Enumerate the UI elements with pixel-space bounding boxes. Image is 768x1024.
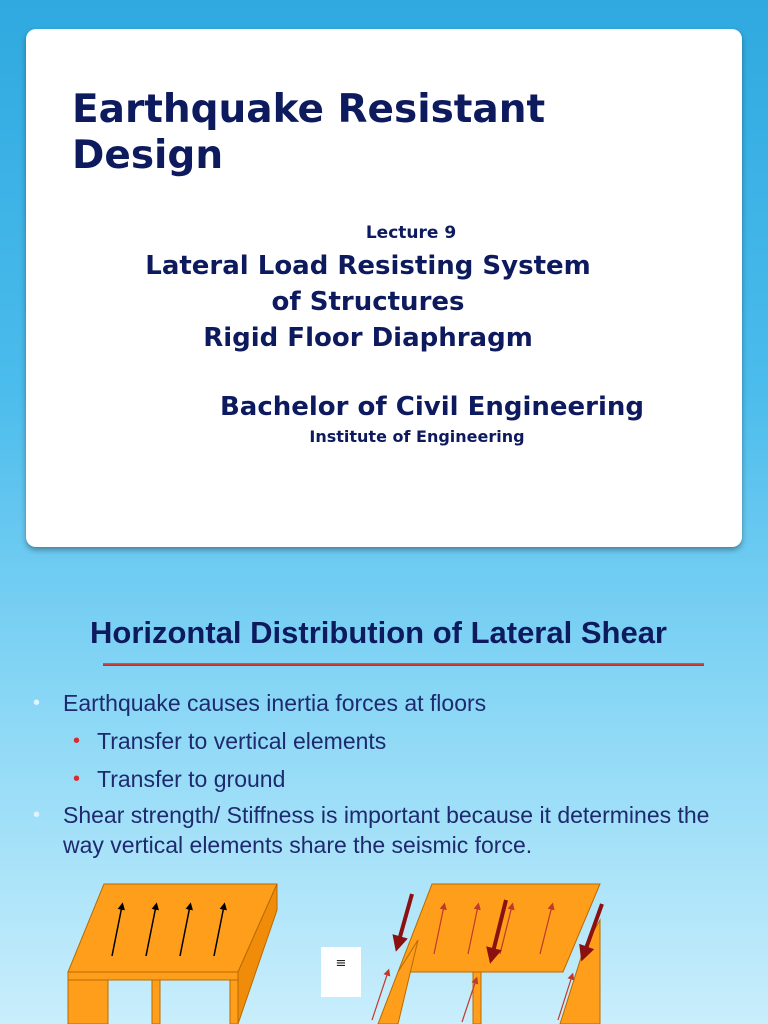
- bullet-text: Transfer to vertical elements: [97, 728, 387, 754]
- column: [230, 980, 238, 1024]
- bullet-marker: •: [33, 692, 41, 714]
- bullet-text: Transfer to ground: [97, 766, 286, 792]
- column: [68, 980, 108, 1024]
- bullet-item: [33, 688, 487, 718]
- lecture-number: Lecture 9: [365, 223, 457, 243]
- deck-title: Earthquake Resistant Design: [72, 87, 546, 178]
- topic-line: of Structures: [271, 287, 465, 317]
- diaphragm-diagram: [0, 860, 768, 1024]
- lecture-topic: [10, 248, 726, 356]
- topic-line: Lateral Load Resisting System: [145, 251, 591, 281]
- bullet-text: Shear strength/ Stiffness is important because it determines the way vertical elements share the seismic force.: [63, 802, 710, 858]
- equivalence-symbol: ≡: [321, 947, 361, 997]
- content-slide-title: Horizontal Distribution of Lateral Shear: [90, 615, 667, 650]
- column: [473, 972, 481, 1024]
- institute-name: Institute of Engineering: [309, 427, 525, 446]
- reaction-force-arrow: [398, 894, 412, 944]
- bullet-marker: •: [33, 804, 41, 826]
- bullet-text: Earthquake causes inertia forces at floors: [63, 690, 487, 716]
- title-slide-card: [26, 29, 742, 547]
- left-structure: [68, 884, 277, 1024]
- bullet-marker: •: [73, 768, 81, 790]
- wall-left: [378, 940, 418, 1024]
- topic-line: Rigid Floor Diaphragm: [203, 323, 533, 353]
- right-structure: [372, 884, 602, 1024]
- column: [152, 980, 160, 1024]
- program-name: Bachelor of Civil Engineering: [219, 392, 645, 422]
- bullet-item: [33, 800, 753, 860]
- sub-bullet-item: [73, 726, 387, 756]
- title-underline: [103, 663, 704, 666]
- frame-band: [68, 972, 238, 980]
- sub-bullet-item: [73, 764, 286, 794]
- bullet-marker: •: [73, 730, 81, 752]
